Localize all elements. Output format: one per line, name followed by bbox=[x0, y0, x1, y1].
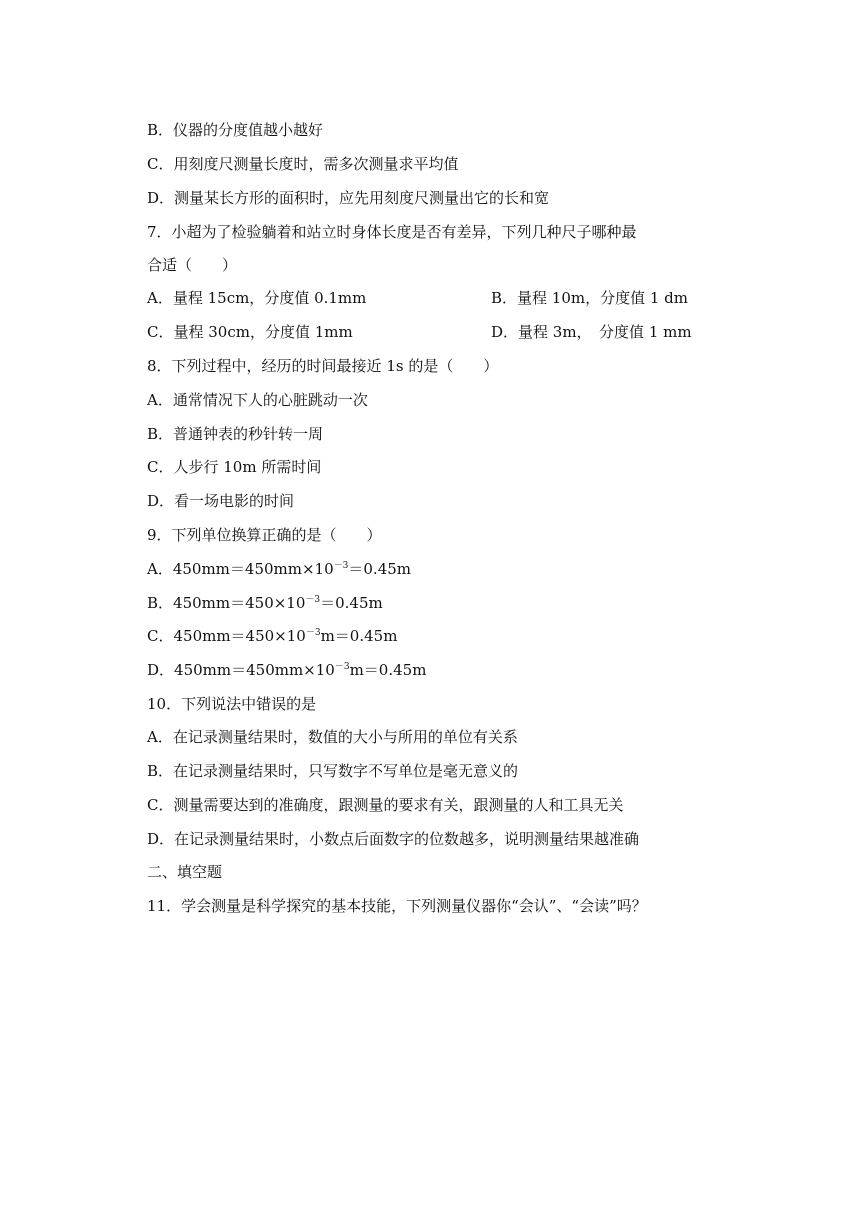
q6-option-b: B．仪器的分度值越小越好 bbox=[147, 121, 324, 139]
q10-option-a: A．在记录测量结果时，数值的大小与所用的单位有关系 bbox=[147, 728, 518, 746]
q7-option-b: B．量程 10m，分度值 1 dm bbox=[491, 289, 689, 307]
q6-option-c: C．用刻度尺测量长度时，需多次测量求平均值 bbox=[147, 155, 459, 173]
q7-stem-line-2: 合适（ ） bbox=[147, 256, 238, 274]
q9-option-d-exponent: －3 bbox=[334, 662, 350, 672]
q8-option-b: B．普通钟表的秒针转一周 bbox=[147, 425, 324, 443]
q9-option-d bbox=[147, 659, 426, 681]
q9-option-c-exponent: －3 bbox=[305, 628, 321, 638]
q9-option-a bbox=[147, 558, 411, 580]
q10-option-d: D．在记录测量结果时，小数点后面数字的位数越多，说明测量结果越准确 bbox=[147, 830, 640, 848]
q9-option-c-pre: C．450mm＝450×10 bbox=[147, 627, 306, 645]
q9-option-a-post: ＝0.45m bbox=[348, 560, 412, 578]
q8-stem: 8．下列过程中，经历的时间最接近 1s 的是（ ） bbox=[147, 357, 499, 375]
q8-option-c: C．人步行 10m 所需时间 bbox=[147, 458, 322, 476]
q8-option-d: D．看一场电影的时间 bbox=[147, 492, 295, 510]
q8-option-a: A．通常情况下人的心脏跳动一次 bbox=[147, 391, 368, 409]
q10-option-b: B．在记录测量结果时，只写数字不写单位是毫无意义的 bbox=[147, 762, 519, 780]
q7-stem-line-1: 7．小超为了检验躺着和站立时身体长度是否有差异，下列几种尺子哪种最 bbox=[147, 223, 637, 241]
q9-option-d-post: m＝0.45m bbox=[349, 661, 427, 679]
section-heading-fill-in: 二、填空题 bbox=[147, 863, 223, 881]
q11-stem: 11．学会测量是科学探究的基本技能，下列测量仪器你“会认”、“会读”吗？ bbox=[147, 897, 647, 915]
q10-option-c: C．测量需要达到的准确度，跟测量的要求有关，跟测量的人和工具无关 bbox=[147, 796, 624, 814]
q9-option-c bbox=[147, 625, 397, 647]
q7-option-d: D．量程 3m， 分度值 1 mm bbox=[491, 323, 692, 341]
q9-option-d-pre: D．450mm＝450mm×10 bbox=[147, 661, 335, 679]
q10-stem: 10．下列说法中错误的是 bbox=[147, 695, 317, 713]
q9-option-b-post: ＝0.45m bbox=[320, 594, 383, 612]
q9-option-c-post: m＝0.45m bbox=[320, 627, 398, 645]
q9-option-b bbox=[147, 592, 383, 614]
q9-option-b-exponent: －3 bbox=[305, 595, 321, 605]
q6-option-d: D．测量某长方形的面积时，应先用刻度尺测量出它的长和宽 bbox=[147, 189, 550, 207]
q7-option-a: A．量程 15cm，分度值 0.1mm bbox=[147, 289, 367, 307]
q7-option-c: C．量程 30cm，分度值 1mm bbox=[147, 323, 353, 341]
q9-stem: 9．下列单位换算正确的是（ ） bbox=[147, 526, 382, 544]
q9-option-a-exponent: －3 bbox=[333, 561, 349, 571]
q9-option-a-pre: A．450mm＝450mm×10 bbox=[147, 560, 334, 578]
q9-option-b-pre: B．450mm＝450×10 bbox=[147, 594, 306, 612]
